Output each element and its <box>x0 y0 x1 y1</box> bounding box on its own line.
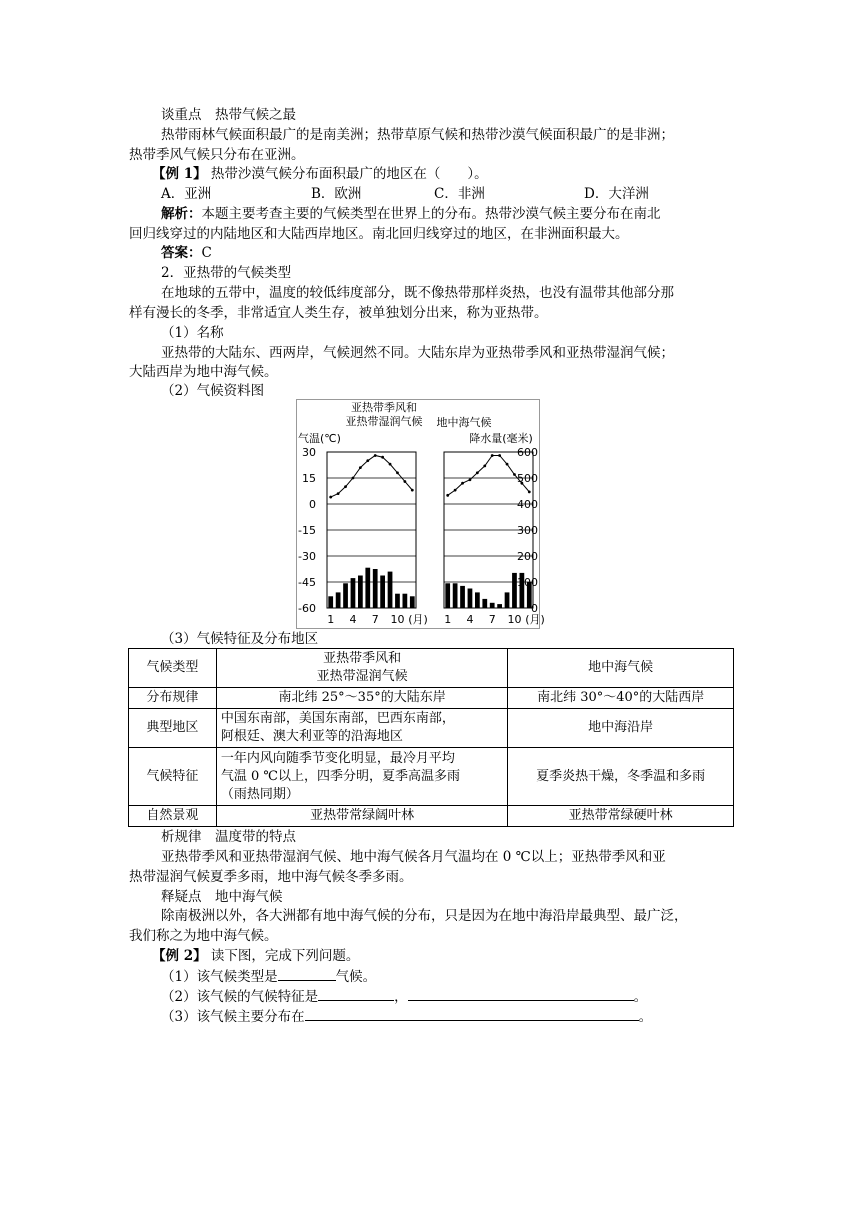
answer-label: 答案： <box>161 245 202 261</box>
x-tick-label: 1 <box>327 613 335 626</box>
temperature-point-month-3 <box>461 482 464 485</box>
chart-1-title-line1: 亚热带季风和 <box>351 401 417 414</box>
temperature-point-month-1 <box>446 494 449 497</box>
row-label: 气候特征 <box>129 748 217 806</box>
fill-blank[interactable] <box>305 1006 639 1021</box>
temperature-point-month-7 <box>374 454 377 457</box>
row-label: 分布规律 <box>129 688 217 709</box>
chart-2-title: 地中海气候 <box>436 416 492 429</box>
table-row <box>129 748 734 806</box>
paragraph: 热带雨林气候面积最广的是南美洲；热带草原气候和热带沙漠气候面积最广的是非洲； <box>161 127 674 143</box>
x-tick-label: 7 <box>488 613 496 626</box>
precip-bar-month-3 <box>343 583 348 608</box>
precip-bar-month-11 <box>403 594 408 608</box>
temperature-point-month-10 <box>513 473 516 476</box>
table-cell: 亚热带常绿硬叶林 <box>508 806 734 827</box>
temperature-point-month-3 <box>344 485 347 488</box>
example-1-analysis <box>161 204 661 224</box>
precip-tick-label: 400 <box>517 498 538 511</box>
example-1-question <box>152 164 488 184</box>
option-a: A．亚洲 <box>161 186 212 202</box>
section-heading-4: 释疑点 地中海气候 <box>161 889 283 905</box>
option-b: B．欧洲 <box>311 186 362 202</box>
precip-bar-month-10 <box>395 594 400 608</box>
question-text: 热带沙漠气候分布面积最广的地区在（ ）。 <box>210 166 488 182</box>
precip-bar-month-1 <box>328 596 333 608</box>
paragraph: 热带湿润气候夏季多雨，地中海气候冬季多雨。 <box>129 869 413 885</box>
table-header-cell: 地中海气候 <box>508 649 734 688</box>
temperature-point-month-5 <box>359 466 362 469</box>
temperature-point-month-12 <box>528 490 531 493</box>
precip-bar-month-2 <box>453 583 458 608</box>
section-heading-3: 析规律 温度带的特点 <box>161 829 296 845</box>
example-2-question <box>152 946 359 966</box>
precip-bar-month-5 <box>475 592 480 608</box>
fill-blank[interactable] <box>278 966 336 981</box>
section-heading-2: 2．亚热带的气候类型 <box>161 265 292 281</box>
chart-2-precip-axis-label: 降水量(毫米) <box>469 432 533 445</box>
table-header-cell: 气候类型 <box>129 649 217 688</box>
subheading-name: （1）名称 <box>161 325 224 341</box>
table-cell: 南北纬 25°～35°的大陆东岸 <box>216 688 508 709</box>
precip-bar-month-2 <box>336 592 341 608</box>
row-label: 典型地区 <box>129 709 217 748</box>
temperature-line <box>331 455 413 497</box>
chart-1-plot <box>298 446 428 626</box>
temperature-point-month-6 <box>366 459 369 462</box>
paragraph: 在地球的五带中，温度的较低纬度部分，既不像热带那样炎热，也没有温带其他部分那 <box>161 285 674 301</box>
temp-tick-label: -30 <box>298 550 316 563</box>
precip-bar-month-7 <box>490 603 495 608</box>
answer-value: C <box>201 245 212 261</box>
temperature-point-month-10 <box>396 471 399 474</box>
temperature-point-month-9 <box>389 463 392 466</box>
table-header-row <box>129 649 734 688</box>
precip-bar-month-6 <box>365 568 370 608</box>
table-cell: 地中海沿岸 <box>508 709 734 748</box>
paragraph: 亚热带的大陆东、西两岸，气候迥然不同。大陆东岸为亚热带季风和亚热带湿润气候； <box>161 345 674 361</box>
climate-table <box>128 648 734 827</box>
x-tick-label: (月) <box>525 613 545 626</box>
temperature-point-month-8 <box>381 456 384 459</box>
precip-bar-month-7 <box>373 569 378 608</box>
precip-bar-month-4 <box>351 578 356 608</box>
precip-tick-label: 100 <box>517 576 538 589</box>
precip-tick-label: 300 <box>517 524 538 537</box>
x-tick-label: 4 <box>349 613 357 626</box>
precip-bar-month-9 <box>388 572 393 608</box>
fill-blank[interactable] <box>318 986 394 1001</box>
chart-1-temp-axis-label: 气温(℃) <box>298 432 341 445</box>
paragraph: 我们称之为地中海气候。 <box>129 928 278 944</box>
paragraph: 亚热带季风和亚热带湿润气候、地中海气候各月气温均在 0 ℃以上；亚热带季风和亚 <box>161 849 666 865</box>
subheading-table: （3）气候特征及分布地区 <box>161 631 319 647</box>
precip-bar-month-12 <box>410 596 415 608</box>
example-label: 【例 1】 <box>152 166 207 182</box>
temp-tick-label: 30 <box>302 446 316 459</box>
paragraph: 热带季风气候只分布在亚洲。 <box>129 147 305 163</box>
climate-chart-figure <box>296 399 545 629</box>
x-tick-label: 10 <box>390 613 405 626</box>
example-1-answer <box>161 243 212 263</box>
table-cell: 夏季炎热干燥，冬季温和多雨 <box>508 748 734 806</box>
precip-bar-month-8 <box>497 604 502 608</box>
table-row <box>129 709 734 748</box>
fill-blank[interactable] <box>408 986 634 1001</box>
chart-2-plot <box>444 446 545 626</box>
temperature-point-month-8 <box>498 454 501 457</box>
temp-tick-label: -60 <box>298 602 316 615</box>
temperature-point-month-4 <box>469 478 472 481</box>
precip-bar-month-6 <box>482 599 487 608</box>
precip-tick-label: 200 <box>517 550 538 563</box>
table-cell: 一年内风向随季节变化明显，最冷月平均 气温 0 ℃以上，四季分明，夏季高温多雨 （雨热同期） <box>216 748 508 806</box>
chart-1-title-line2: 亚热带湿润气候 <box>345 415 423 428</box>
analysis-text: 本题主要考查主要的气候类型在世界上的分布。热带沙漠气候主要分布在南北 <box>201 206 661 222</box>
temperature-point-month-9 <box>506 463 509 466</box>
paragraph: 样有漫长的冬季，非常适宜人类生存，被单独划分出来，称为亚热带。 <box>129 305 548 321</box>
temp-tick-label: 0 <box>309 498 316 511</box>
example-2-q2: （2）该气候的气候特征是 ， 。 <box>161 986 647 1007</box>
question-text: 读下图，完成下列问题。 <box>210 948 360 964</box>
temperature-point-month-4 <box>352 477 355 480</box>
example-label: 【例 2】 <box>152 948 207 964</box>
table-header-cell: 亚热带季风和 亚热带湿润气候 <box>216 649 508 688</box>
x-tick-label: 4 <box>466 613 474 626</box>
temp-tick-label: 15 <box>302 472 316 485</box>
temperature-point-month-2 <box>454 489 457 492</box>
temperature-point-month-7 <box>491 454 494 457</box>
precip-bar-month-8 <box>380 576 385 609</box>
temp-tick-label: -15 <box>298 524 316 537</box>
precip-tick-label: 500 <box>517 472 538 485</box>
temperature-point-month-1 <box>329 496 332 499</box>
table-cell: 南北纬 30°～40°的大陆西岸 <box>508 688 734 709</box>
temperature-point-month-12 <box>411 489 414 492</box>
table-row <box>129 688 734 709</box>
temperature-point-month-6 <box>483 464 486 467</box>
table-row <box>129 806 734 827</box>
section-heading-1: 谈重点 热带气候之最 <box>161 107 296 123</box>
table-cell: 中国东南部，美国东南部，巴西东南部， 阿根廷、澳大利亚等的沿海地区 <box>216 709 508 748</box>
precip-bar-month-9 <box>505 592 510 608</box>
temp-tick-label: -45 <box>298 576 316 589</box>
paragraph: 回归线穿过的内陆地区和大陆西岸地区。南北回归线穿过的地区，在非洲面积最大。 <box>129 226 629 242</box>
option-c: C．非洲 <box>434 186 485 202</box>
example-2-q1: （1）该气候类型是 气候。 <box>161 966 376 987</box>
precip-bar-month-4 <box>468 589 473 609</box>
x-tick-label: 7 <box>371 613 379 626</box>
precip-tick-label: 0 <box>531 602 538 615</box>
x-tick-label: 1 <box>444 613 452 626</box>
precip-bar-month-5 <box>358 576 363 609</box>
temperature-point-month-5 <box>476 471 479 474</box>
table-cell: 亚热带常绿阔叶林 <box>216 806 508 827</box>
temperature-point-month-11 <box>403 480 406 483</box>
example-2-q3: （3）该气候主要分布在 。 <box>161 1006 652 1027</box>
subheading-chart: （2）气候资料图 <box>161 383 265 399</box>
paragraph: 除南极洲以外，各大洲都有地中海气候的分布，只是因为在地中海沿岸最典型、最广泛， <box>161 908 688 924</box>
example-1-options <box>161 184 649 204</box>
precip-bar-month-1 <box>445 583 450 608</box>
x-tick-label: (月) <box>408 613 428 626</box>
option-d: D．大洋洲 <box>584 186 649 202</box>
temperature-point-month-2 <box>337 492 340 495</box>
analysis-label: 解析： <box>161 206 202 222</box>
precip-tick-label: 600 <box>517 446 538 459</box>
row-label: 自然景观 <box>129 806 217 827</box>
x-tick-label: 10 <box>507 613 522 626</box>
precip-bar-month-3 <box>460 586 465 608</box>
paragraph: 大陆西岸为地中海气候。 <box>129 364 278 380</box>
